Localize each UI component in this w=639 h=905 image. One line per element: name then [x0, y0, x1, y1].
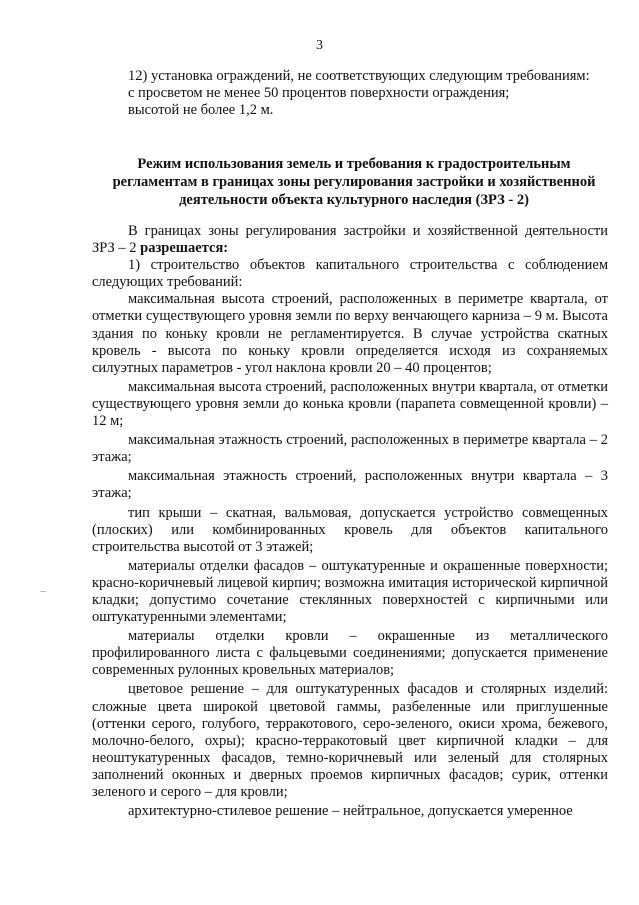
- text-line: высотой не более 1,2 м.: [128, 102, 274, 118]
- paragraph: максимальная этажность строений, расположенных в периметре квартала – 2 этажа;: [92, 432, 608, 466]
- paragraph: материалы отделки фасадов – оштукатуренные и окрашенные поверхности; красно-коричневый лицевой кирпич; возможна имитация исторической кирпичной кладки; допустимо сочетание стеклянных поверхностей с кирпичными или оштукатуренными элементами;: [92, 557, 608, 626]
- prohibition-item-12: [128, 68, 608, 119]
- paragraph: цветовое решение – для оштукатуренных фасадов и столярных изделий: сложные цвета широкой цветовой гаммы, разбеленные или приглушенные (оттенки серого, голубого, терракотового, серо-зеленого, окиси хрома, бежевого, молочно-белого, охры); красно-терракотовый цвет кирпичной кладки – для неоштукатуренных фасадов, темно-коричневый или зеленый для столярных заполнений оконных и дверных проемов кирпичных фасадов; сурик, оттенки зеленого и серого – для кровли;: [92, 681, 608, 800]
- heading-line: Режим использования земель и требования к градостроительным: [137, 156, 571, 172]
- page-number: 3: [316, 38, 323, 53]
- section-heading: [92, 155, 616, 209]
- heading-line: регламентам в границах зоны регулирования застройки и хозяйственной: [112, 174, 596, 190]
- text-line: с просветом не менее 50 процентов поверхности ограждения;: [128, 85, 510, 101]
- intro-paragraph: [92, 223, 608, 257]
- paragraph: максимальная этажность строений, расположенных внутри квартала – 3 этажа;: [92, 468, 608, 502]
- document-body: [92, 223, 608, 820]
- text-line: 12) установка ограждений, не соответствующих следующим требованиям:: [128, 68, 590, 84]
- paragraph: 1) строительство объектов капитального строительства с соблюдением следующих требований:: [92, 257, 608, 291]
- paragraph: максимальная высота строений, расположенных внутри квартала, от отметки существующего уровня земли до конька кровли (парапета совмещенной кровли) – 12 м;: [92, 378, 608, 430]
- heading-line: деятельности объекта культурного наследия (ЗРЗ - 2): [179, 192, 529, 208]
- paragraph: материалы отделки кровли – окрашенные из металлического профилированного листа с фальцевыми соединениями; допускается применение современных рулонных кровельных материалов;: [92, 628, 608, 679]
- scan-mark: [40, 591, 46, 592]
- paragraph: максимальная высота строений, расположенных в периметре квартала, от отметки существующего уровня земли по верху венчающего карниза – 9 м. Высота здания по коньку кровли не регламентируется. В случае устройства скатных кровель - высота по коньку кровли определяется исходя из сохраняемых силуэтных параметров - угол наклона кровли 20 – 40 процентов;: [92, 291, 608, 376]
- intro-bold: разрешается:: [140, 240, 229, 257]
- intro-text: В границах зоны регулирования застройки и хозяйственной деятельности ЗРЗ – 2: [92, 223, 608, 257]
- paragraph: тип крыши – скатная, вальмовая, допускается устройство совмещенных (плоских) или комбинированных кровель для объектов капитального строительства высотой от 3 этажей;: [92, 504, 608, 555]
- paragraph: архитектурно-стилевое решение – нейтральное, допускается умеренное: [128, 803, 573, 820]
